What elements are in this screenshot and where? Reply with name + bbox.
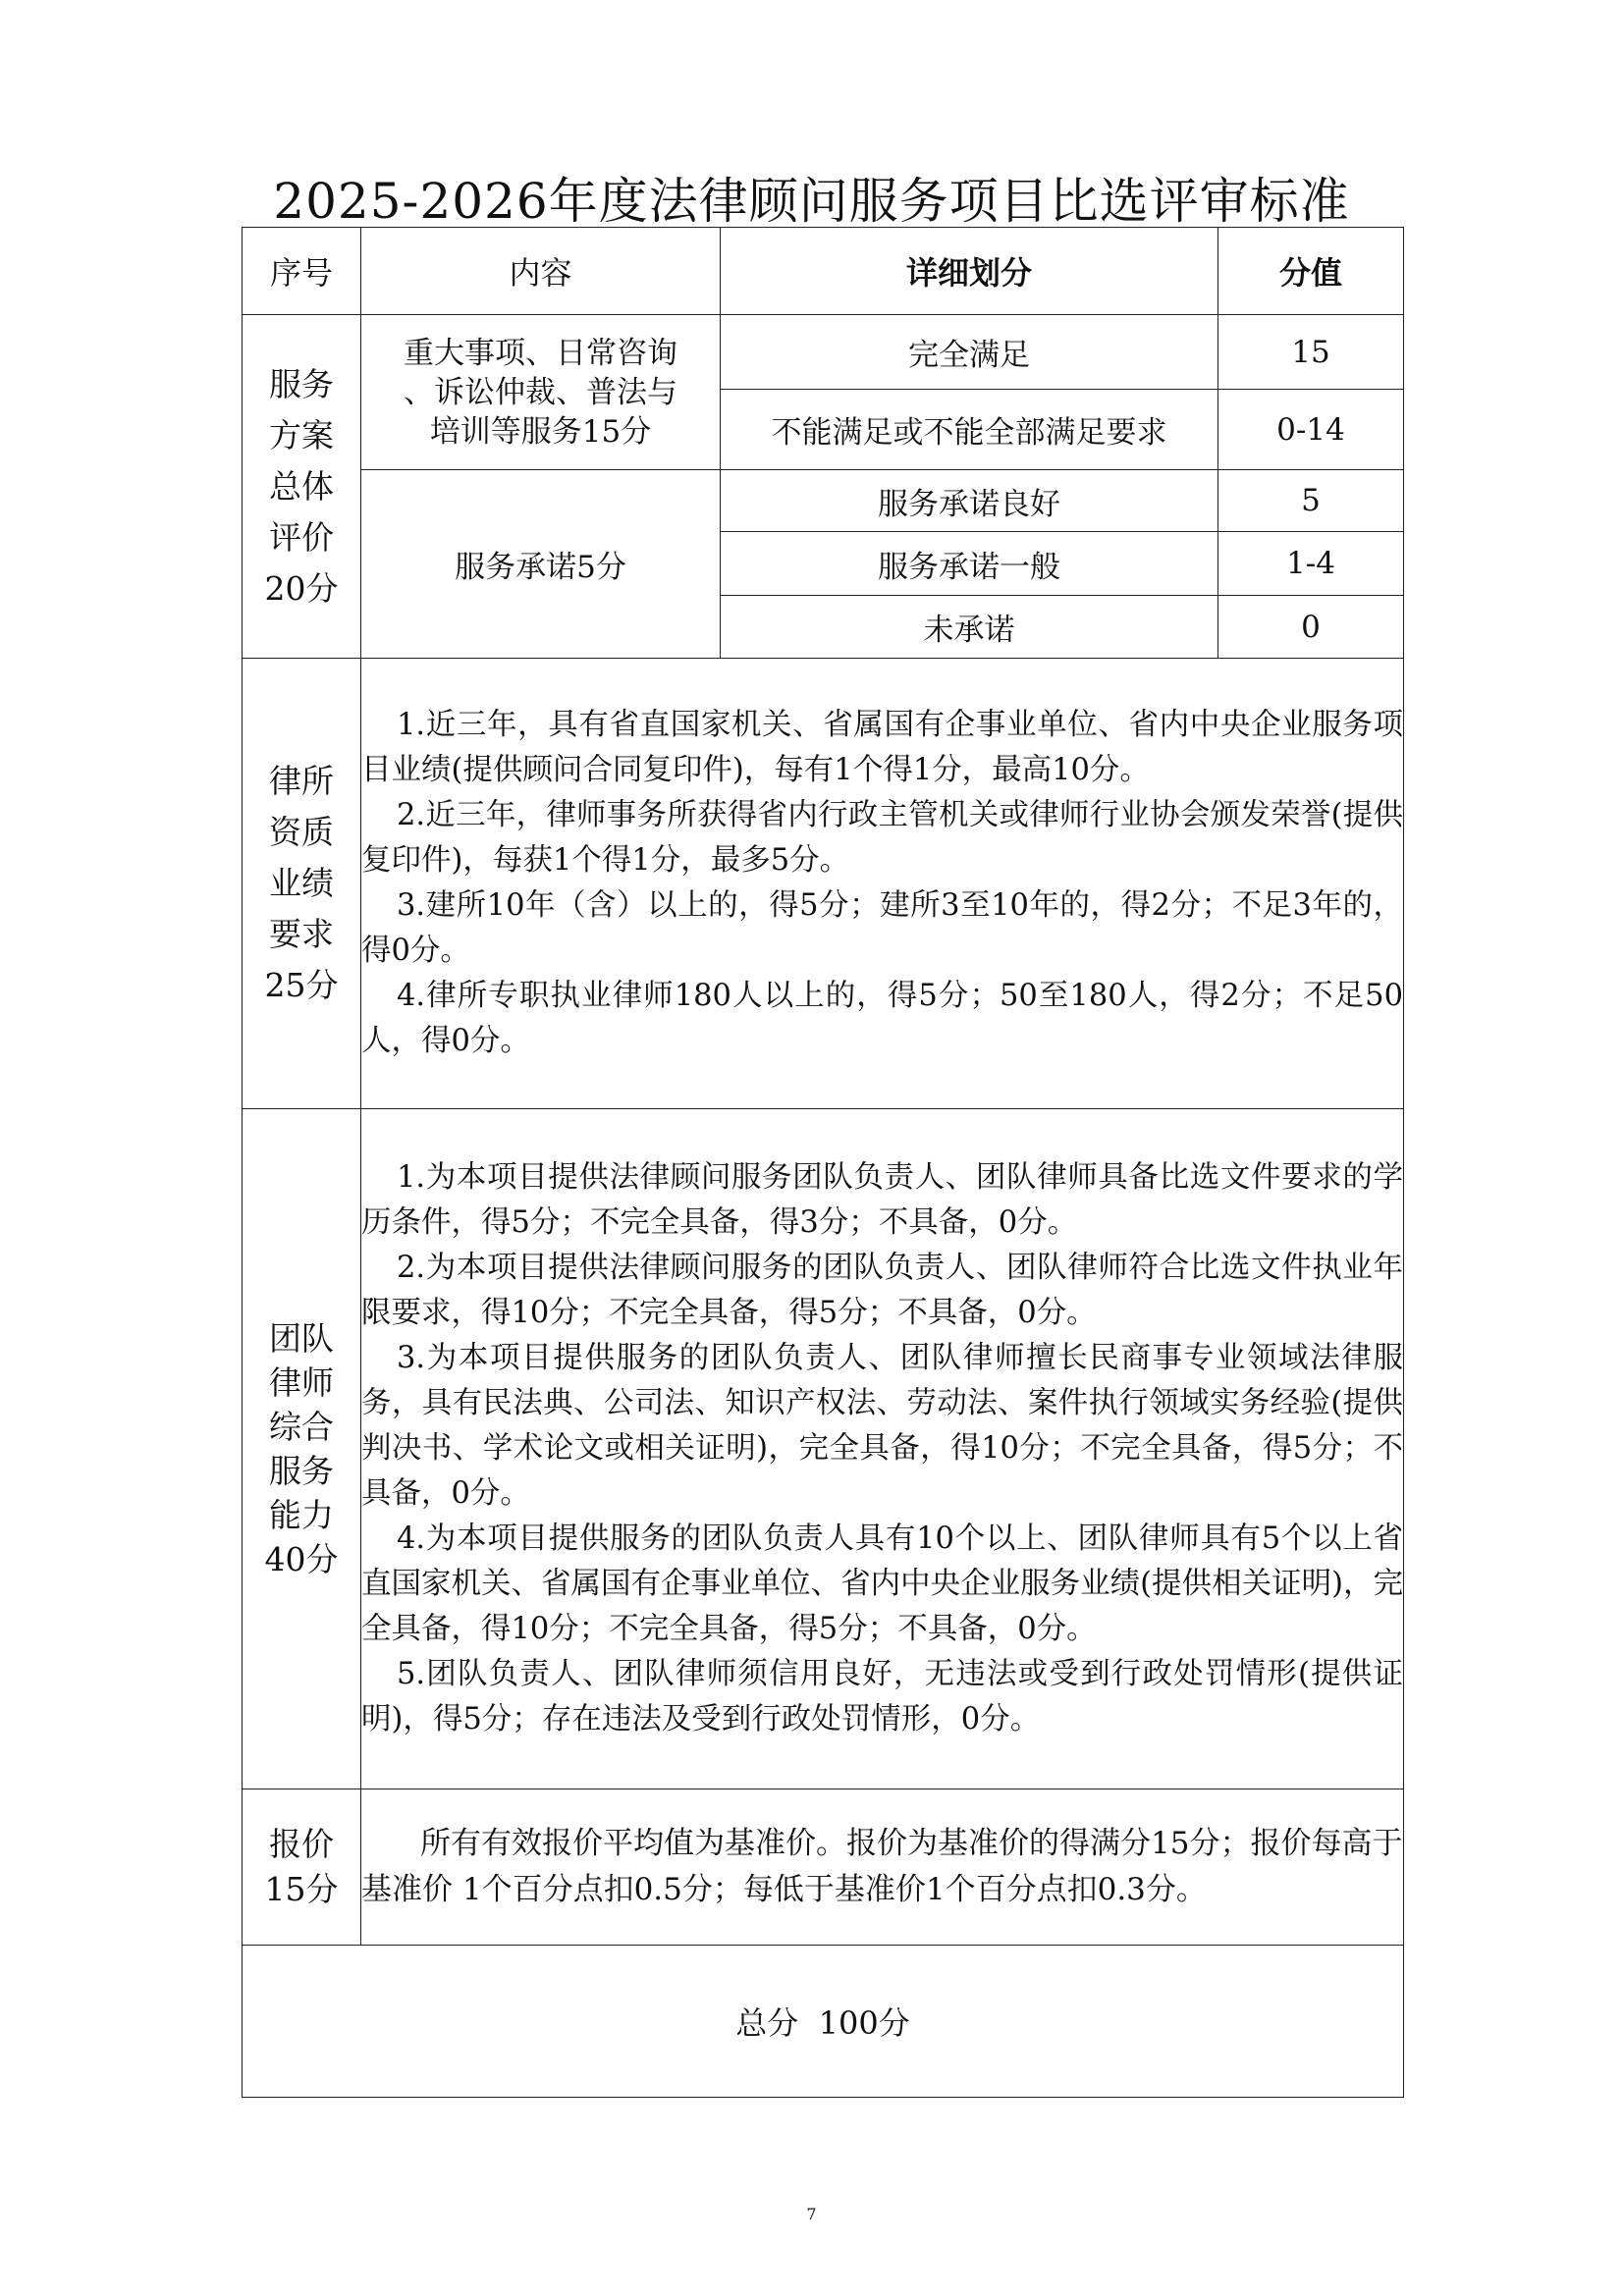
table-row	[243, 659, 1404, 1109]
criteria-paragraph: 5.团队负责人、团队律师须信用良好，无违法或受到行政处罚情形(提供证明)，得5分；存在违法及受到行政处罚情形，0分。	[361, 1657, 1403, 1736]
detail-cell: 未承诺	[721, 596, 1218, 659]
section2-label: 律所 资质 业绩 要求 25分	[243, 659, 361, 1109]
table-row	[243, 1946, 1404, 2098]
detail-cell: 完全满足	[721, 315, 1218, 390]
section1-label: 服务 方案 总体 评价 20分	[243, 315, 361, 659]
section4-label: 报价 15分	[243, 1789, 361, 1946]
criteria-paragraph: 2.近三年，律师事务所获得省内行政主管机关或律师行业协会颁发荣誉(提供复印件)，每获1个得1分，最多5分。	[361, 798, 1403, 878]
section1-item1-content: 重大事项、日常咨询 、诉讼仲裁、普法与 培训等服务15分	[361, 315, 721, 470]
detail-cell: 服务承诺良好	[721, 470, 1218, 532]
scoring-table	[242, 227, 1404, 2098]
page-title: 2025-2026年度法律顾问服务项目比选评审标准	[273, 173, 1350, 230]
header-seq: 序号	[243, 228, 361, 315]
header-detail: 详细划分	[721, 228, 1218, 315]
criteria-paragraph: 2.为本项目提供法律顾问服务的团队负责人、团队律师符合比选文件执业年限要求，得10分；不完全具备，得5分；不具备，0分。	[361, 1251, 1403, 1330]
total-score: 总分 100分	[243, 1946, 1404, 2098]
table-row	[243, 1789, 1404, 1946]
score-cell: 15	[1218, 315, 1404, 390]
header-content: 内容	[361, 228, 721, 315]
table-row	[243, 315, 1404, 390]
price-paragraph: 所有有效报价平均值为基准价。报价为基准价的得满分15分；报价每高于基准价 1个百分点扣0.5分；每低于基准价1个百分点扣0.3分。	[361, 1826, 1403, 1907]
criteria-paragraph: 1.近三年，具有省直国家机关、省属国有企事业单位、省内中央企业服务项目业绩(提供顾问合同复印件)，每有1个得1分，最高10分。	[361, 708, 1403, 787]
section3-content	[361, 1109, 1404, 1789]
table-header-row	[243, 228, 1404, 315]
detail-cell: 服务承诺一般	[721, 532, 1218, 596]
criteria-paragraph: 3.建所10年（含）以上的，得5分；建所3至10年的，得2分；不足3年的，得0分。	[361, 888, 1403, 968]
page-number: 7	[806, 2205, 817, 2223]
score-cell: 1-4	[1218, 532, 1404, 596]
criteria-paragraph: 1.为本项目提供法律顾问服务团队负责人、团队律师具备比选文件要求的学历条件，得5分；不完全具备，得3分；不具备，0分。	[361, 1160, 1403, 1240]
section4-content	[361, 1789, 1404, 1946]
header-score: 分值	[1218, 228, 1404, 315]
score-cell: 0	[1218, 596, 1404, 659]
table-row	[243, 470, 1404, 532]
criteria-paragraph: 3.为本项目提供服务的团队负责人、团队律师擅长民商事专业领域法律服务，具有民法典、公司法、知识产权法、劳动法、案件执行领域实务经验(提供判决书、学术论文或相关证明)，完全具备，得10分；不完全具备，得5分；不具备，0分。	[361, 1341, 1403, 1511]
table-row	[243, 1109, 1404, 1789]
criteria-paragraph: 4.律所专职执业律师180人以上的，得5分；50至180人，得2分；不足50人，得0分。	[361, 979, 1403, 1058]
criteria-paragraph: 4.为本项目提供服务的团队负责人具有10个以上、团队律师具有5个以上省直国家机关、省属国有企事业单位、省内中央企业服务业绩(提供相关证明)，完全具备，得10分；不完全具备，得5分；不具备，0分。	[361, 1522, 1403, 1646]
score-cell: 0-14	[1218, 390, 1404, 470]
detail-cell: 不能满足或不能全部满足要求	[721, 390, 1218, 470]
score-cell: 5	[1218, 470, 1404, 532]
section3-label: 团队 律师 综合 服务 能力 40分	[243, 1109, 361, 1789]
section1-item2-content: 服务承诺5分	[361, 470, 721, 659]
section2-content	[361, 659, 1404, 1109]
